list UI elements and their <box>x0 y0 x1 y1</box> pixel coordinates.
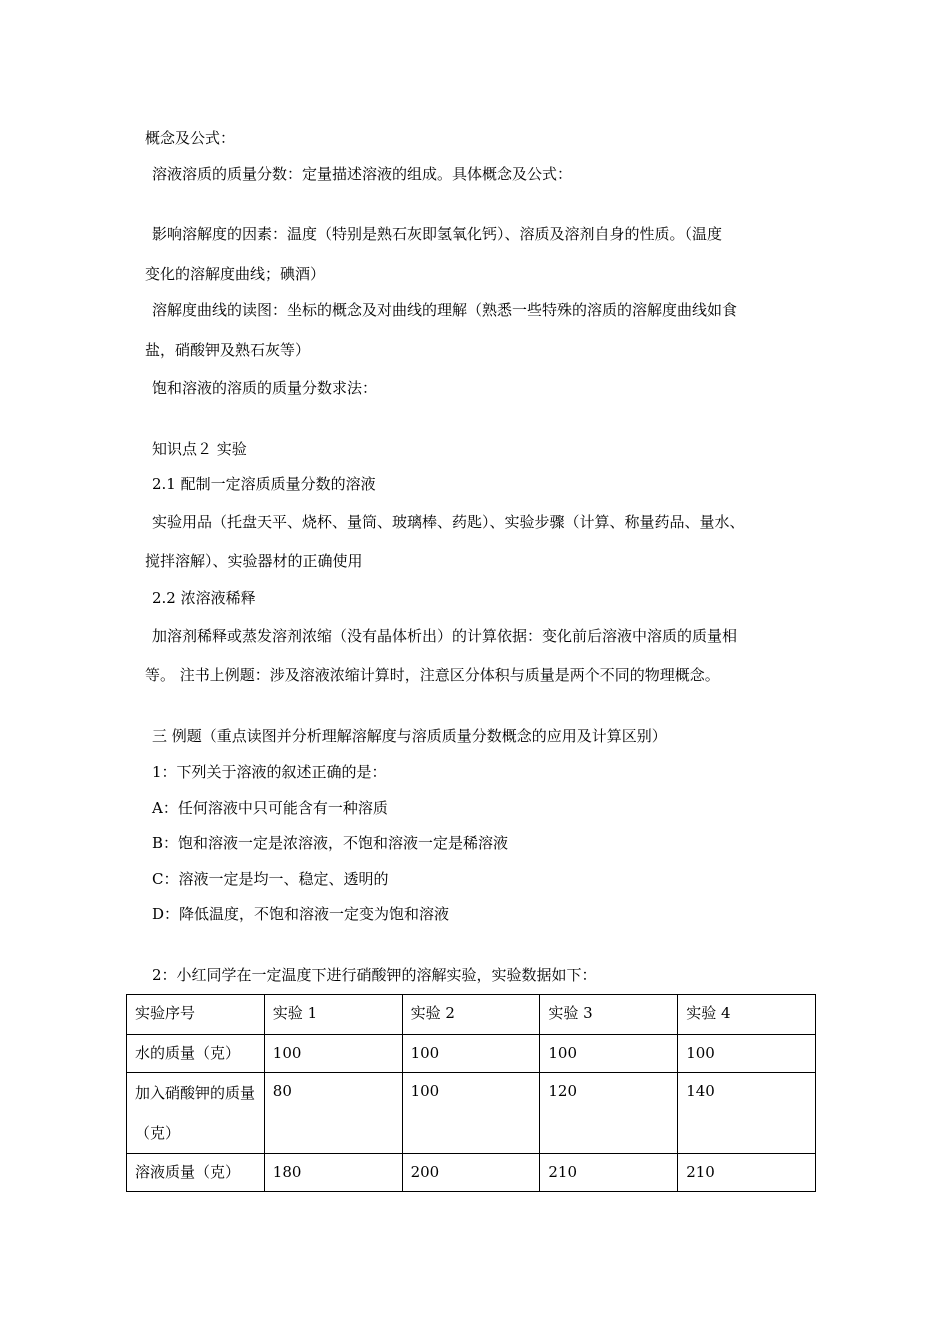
table-cell: 80 <box>264 1073 402 1154</box>
table-header-cell: 实验 1 <box>264 995 402 1035</box>
table-header-cell: 实验 3 <box>540 995 678 1035</box>
subsection-heading: 2.2 浓溶液稀释 <box>152 589 256 607</box>
table-header-cell: 实验序号 <box>127 995 265 1035</box>
text-line: 变化的溶解度曲线；碘酒） <box>145 265 326 283</box>
subsection-heading: 2.1 配制一定溶质质量分数的溶液 <box>152 475 376 493</box>
table-cell: 100 <box>402 1073 540 1154</box>
text-line: 概念及公式： <box>145 129 236 147</box>
answer-option: A：任何溶液中只可能含有一种溶质 <box>152 799 388 817</box>
question-text: 2：小红同学在一定温度下进行硝酸钾的溶解实验，实验数据如下： <box>152 966 597 984</box>
text-line: 等。 注书上例题：涉及溶液浓缩计算时，注意区分体积与质量是两个不同的物理概念。 <box>145 666 720 684</box>
answer-option: C：溶液一定是均一、稳定、透明的 <box>152 870 389 888</box>
section-heading: 知识点２ 实验 <box>152 440 247 458</box>
table-cell: 140 <box>678 1073 816 1154</box>
table-row <box>127 1154 816 1192</box>
text-line: 溶解度曲线的读图：坐标的概念及对曲线的理解（熟悉一些特殊的溶质的溶解度曲线如食 <box>152 301 738 319</box>
table-cell: 溶液质量（克） <box>127 1154 265 1192</box>
text-line: 盐，硝酸钾及熟石灰等） <box>145 341 311 359</box>
text-line: 溶液溶质的质量分数：定量描述溶液的组成。具体概念及公式： <box>152 165 573 183</box>
table-header-row <box>127 995 816 1035</box>
answer-option: B：饱和溶液一定是浓溶液，不饱和溶液一定是稀溶液 <box>152 834 509 852</box>
experiment-data-table <box>126 994 816 1192</box>
table-cell: 100 <box>540 1035 678 1073</box>
text-line: 加溶剂稀释或蒸发溶剂浓缩（没有晶体析出）的计算依据：变化前后溶液中溶质的质量相 <box>152 627 738 645</box>
text-line: 搅拌溶解）、实验器材的正确使用 <box>145 552 363 570</box>
table-cell: 210 <box>678 1154 816 1192</box>
table-cell: 120 <box>540 1073 678 1154</box>
table-cell: 100 <box>402 1035 540 1073</box>
table-cell: 100 <box>678 1035 816 1073</box>
text-line: 实验用品（托盘天平、烧杯、量筒、玻璃棒、药匙）、实验步骤（计算、称量药品、量水、 <box>152 513 745 531</box>
text-line: 饱和溶液的溶质的质量分数求法： <box>152 379 378 397</box>
table-cell: 100 <box>264 1035 402 1073</box>
table-header-cell: 实验 4 <box>678 995 816 1035</box>
table-cell: 加入硝酸钾的质量（克） <box>127 1073 265 1154</box>
table-row <box>127 1073 816 1154</box>
table-header-cell: 实验 2 <box>402 995 540 1035</box>
answer-option: D：降低温度，不饱和溶液一定变为饱和溶液 <box>152 905 450 923</box>
section-heading: 三 例题（重点读图并分析理解溶解度与溶质质量分数概念的应用及计算区别） <box>152 727 667 745</box>
text-line: 影响溶解度的因素：温度（特别是熟石灰即氢氧化钙）、溶质及溶剂自身的性质。（温度 <box>152 225 723 243</box>
table-cell: 210 <box>540 1154 678 1192</box>
table-cell: 200 <box>402 1154 540 1192</box>
table-row <box>127 1035 816 1073</box>
question-text: 1：下列关于溶液的叙述正确的是： <box>152 763 387 781</box>
table-cell: 180 <box>264 1154 402 1192</box>
table-cell: 水的质量（克） <box>127 1035 265 1073</box>
